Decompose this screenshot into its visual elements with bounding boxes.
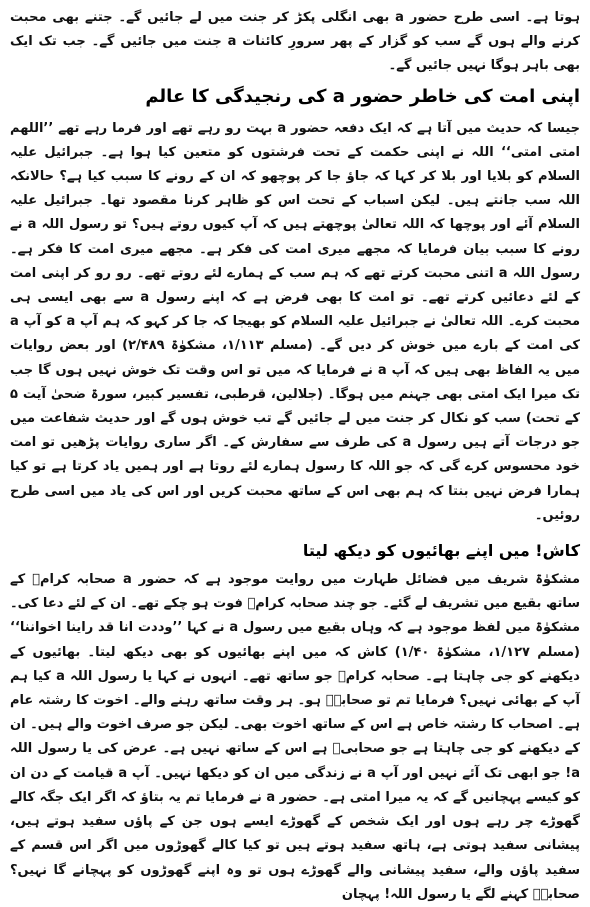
section-heading-brothers: کاش! میں اپنے بھائیوں کو دیکھ لیتا — [302, 541, 580, 561]
paragraph-brothers: مشکوٰۃ شریف میں فضائل طہارت میں روایت موجود ہے کہ حضور a صحابہ کرامؓ کے ساتھ بقیع میں تشریف لے گئے۔ جو چند صحابہ کرامؓ فوت ہو چکے تھے۔ ان کے لئے دعا کی۔ مشکوٰۃ میں لفظ موجود ہے کہ وہاں بقیع میں رسول a نے کہا ’’وددت انا قد راینا اخواننا‘‘ (مسلم ۱/۱۲۷، مشکوٰۃ ۱/۴۰) کاش کہ میں اپنے بھائیوں کو بھی دیکھ لیتا۔ بھائیوں کے دیکھنے کو جی چاہتا ہے۔ صحابہ کرامؓ جو ساتھ تھے۔ انہوں نے کہا یا رسول اللہ a کیا ہم آپ کے بھائی نہیں؟ فرمایا تم تو صحابہؓ ہو۔ ہر وقت ساتھ رہنے والے۔ اخوت کا رشتہ عام ہے۔ اصحاب کا رشتہ خاص ہے اس کے ساتھ اخوت بھی۔ لیکن جو صرف اخوت والے ہیں۔ ان کے دیکھنے کو جی چاہتا ہے جو صحابیؓ ہے اس کے ساتھ نہیں ہے۔ عرض کی یا رسول اللہ a! جو ابھی تک آئے نہیں اور آپ a نے زندگی میں ان کو دیکھا نہیں۔ آپ a قیامت کے دن ان کو کیسے پہچانیں گے کہ یہ میرا امتی ہے۔ حضور a نے فرمایا تم یہ بتاؤ کہ اگر ایک جگہ کالے گھوڑے چر رہے ہوں اور ایک شخص کے گھوڑے ایسے ہوں جن کے پاؤں سفید ہوتے ہیں، پیشانی سفید ہوتی ہے، ہاتھ سفید ہوتے ہیں تو کیا کالے گھوڑوں میں اگر اس قسم کے سفید پاؤں والے، سفید پیشانی والے گھوڑے ہوں تو وہ اپنے گھوڑوں کو پہچانے گا نہیں؟ صحابہؓ کہنے لگے یا رسول اللہ! پہچان — [10, 572, 581, 902]
paragraph-ummah-grief: جیسا کہ حدیث میں آتا ہے کہ ایک دفعہ حضور a بہت رو رہے تھے اور فرما رہے تھے ’’اللھم امتی امتی‘‘ اللہ نے اپنی حکمت کے تحت فرشتوں کو متعین کیا ہوا ہے۔ جبرائیل علیہ السلام کو بلایا اور بلا کر کہا کہ جاؤ جا کر پوچھو کہ ان کے رونے کا سبب کیا ہے؟ حالانکہ اللہ سب جانتے ہیں۔ لیکن اسباب کے تحت اس کو ظاہر کرنا مقصود تھا۔ جبرائیل علیہ السلام آئے اور پوچھا کہ اللہ تعالیٰ پوچھتے ہیں کہ آپ کیوں روتے ہیں؟ تو رسول اللہ a نے رونے کا سبب بیان فرمایا کہ مجھے میری امت کی فکر ہے۔ مجھے میری امت کا فکر ہے۔ رسول اللہ a اتنی محبت کرتے تھے کہ ہم سب کے ہمارے لئے روتے تھے۔ رو رو کر اپنی امت کے لئے دعائیں کرتے تھے۔ تو امت کا بھی فرض ہے کہ اپنے رسول a سے بھی ایسی ہی محبت کرے۔ اللہ تعالیٰ نے جبرائیل علیہ السلام کو بھیجا کہ جا کر کہو کہ ہم آپ a کو آپ a کی امت کے بارے میں خوش کر دیں گے۔ (مسلم ۱/۱۱۳، مشکوٰۃ ۲/۴۸۹) اور بعض روایات میں یہ الفاظ بھی ہیں کہ آپ a نے فرمایا کہ میں تو اس وقت تک خوش نہیں ہوں گا جب تک میرا ایک امتی بھی جہنم میں ہوگا۔ (جلالین، قرطبی، تفسیر کبیر، سورۃ ضحیٰ آیت ۵ کے تحت) سب کو نکال کر جنت میں لے جائیں گے تب خوش ہوں گے اور حدیث شفاعت میں جو درجات آتے ہیں رسول a کی طرف سے سفارش کے۔ اگر ساری روایات پڑھیں تو امت خود محسوس کرے گی کہ جو اللہ کا رسول ہمارے لئے روتا ہے اور ہمیں یاد کرتا ہے تو کیا ہمارا فرض نہیں بنتا کہ ہم بھی اس کے ساتھ محبت کریں اور اس کی یاد میں اسی طرح روئیں۔ — [10, 120, 581, 523]
section-heading-ummah-grief: اپنی امت کی خاطر حضور a کی رنجیدگی کا عالم — [145, 85, 580, 107]
intro-paragraph: ہوتا ہے۔ اسی طرح حضور a بھی انگلی پکڑ کر جنت میں لے جائیں گے۔ جتنے بھی محبت کرنے والے ہوں گے سب کو گزار کے پھر سرورِ کائنات a جنت میں جائیں گے۔ جب تک ایک بھی باہر ہوگا نہیں جائیں گے۔ — [10, 10, 580, 74]
